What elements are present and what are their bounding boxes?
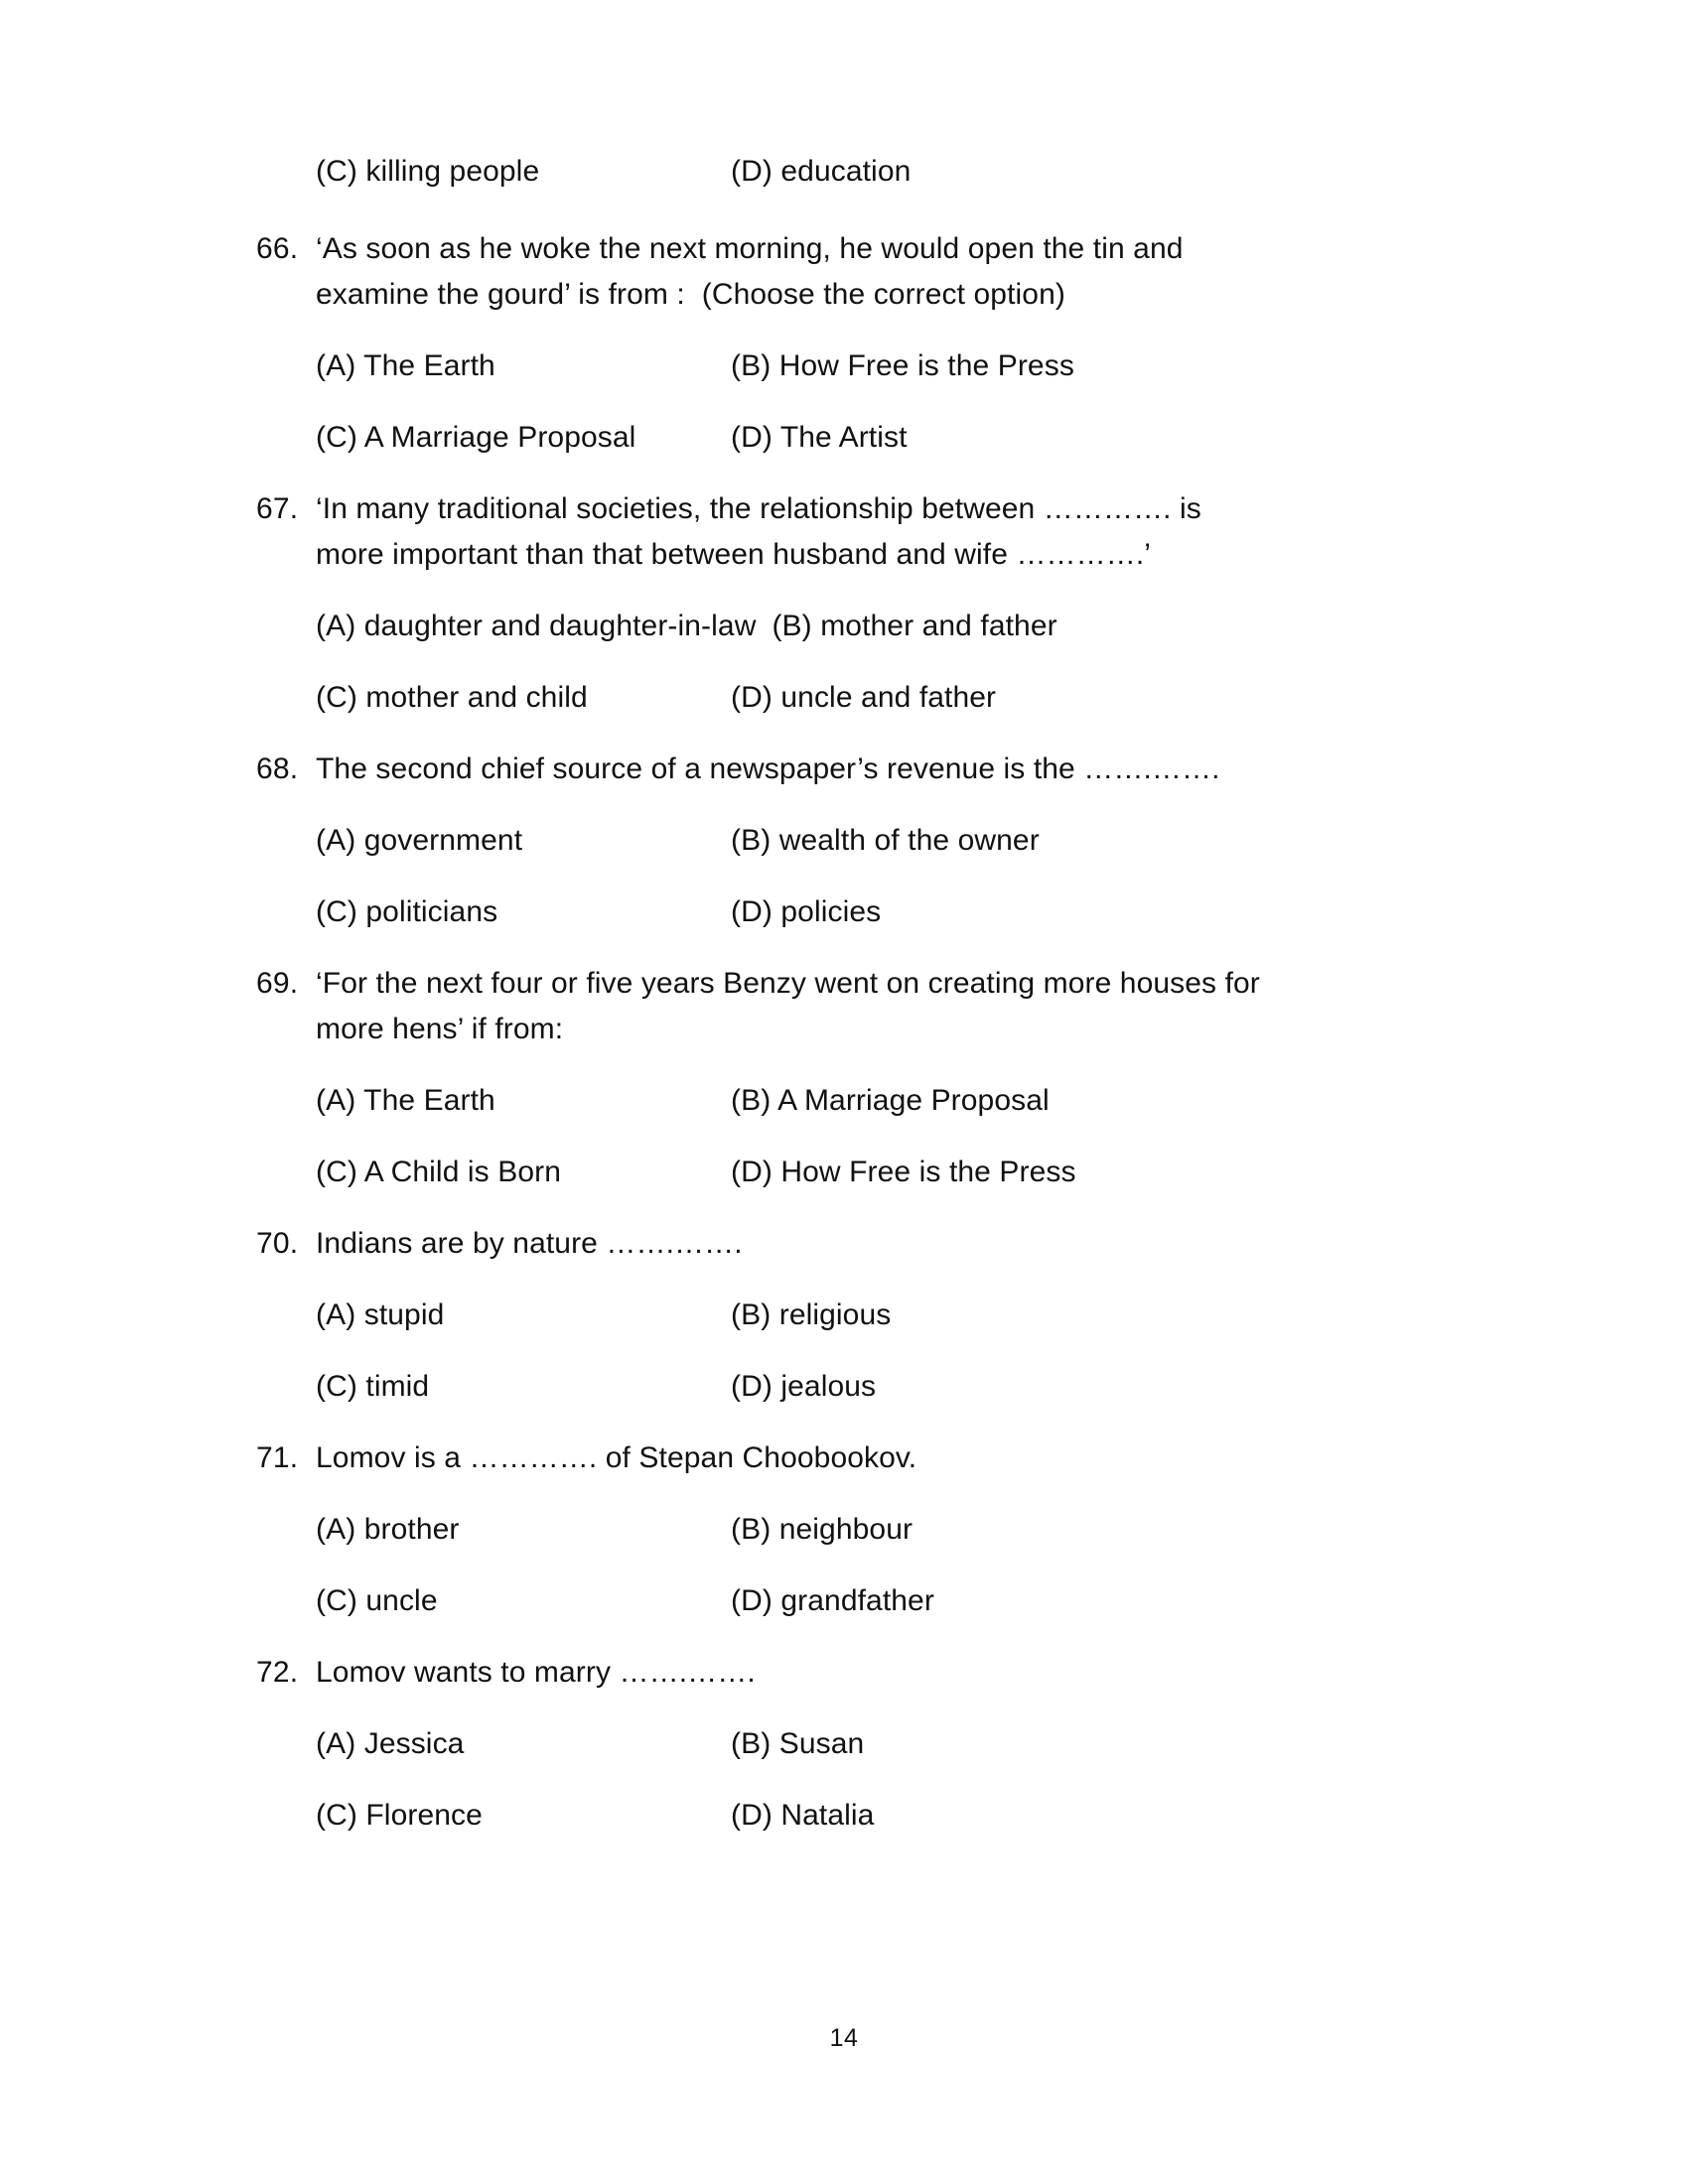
option-c: (C) A Child is Born	[316, 1156, 561, 1188]
question-stem-row	[238, 961, 1479, 1052]
question-block-72	[238, 1650, 1479, 1839]
option-a: (A) The Earth	[316, 1084, 495, 1117]
option-d: (D) uncle and father	[731, 681, 997, 714]
option-a: (A) daughter and daughter-in-law	[316, 610, 757, 642]
option-d: (D) grandfather	[731, 1584, 934, 1617]
option-row-ab	[238, 1721, 1479, 1767]
page-number: 14	[829, 2024, 859, 2052]
question-text-line: The second chief source of a newspaper’s revenue is the …….…….	[316, 752, 1220, 785]
question-stem-row	[238, 1221, 1479, 1267]
orphan-option-row	[238, 149, 1479, 195]
question-number: 67.	[256, 492, 299, 525]
question-text-line: ‘In many traditional societies, the relationship between …………. is	[316, 492, 1201, 525]
question-number: 70.	[256, 1227, 299, 1260]
question-stem-row	[238, 486, 1479, 578]
option-c: (C) mother and child	[316, 681, 588, 714]
question-block-70	[238, 1221, 1479, 1410]
option-row-cd	[238, 1150, 1479, 1195]
option-a: (A) stupid	[316, 1298, 445, 1331]
question-text	[316, 1221, 1479, 1267]
option-c: (C) uncle	[316, 1584, 438, 1617]
option-row-cd	[238, 415, 1479, 461]
question-text	[316, 961, 1479, 1052]
question-block-68	[238, 747, 1479, 935]
option-a: (A) brother	[316, 1513, 460, 1546]
question-text	[316, 486, 1479, 578]
option-c: (C) A Marriage Proposal	[316, 421, 636, 454]
option-c: (C) politicians	[316, 895, 498, 928]
option-a: (A) government	[316, 824, 523, 857]
question-block-69	[238, 961, 1479, 1195]
option-c: (C) Florence	[316, 1799, 483, 1832]
option-row-ab	[238, 1507, 1479, 1553]
option-d: (D) Natalia	[731, 1799, 875, 1832]
question-block-71	[238, 1435, 1479, 1624]
option-row-cd	[238, 675, 1479, 721]
option-row-ab	[238, 1078, 1479, 1124]
question-number: 72.	[256, 1656, 299, 1689]
question-text	[316, 226, 1479, 318]
question-stem-row	[238, 1650, 1479, 1696]
option-row-ab	[238, 1293, 1479, 1338]
option-d: (D) jealous	[731, 1370, 877, 1403]
question-text-line: Lomov wants to marry …….…….	[316, 1656, 756, 1689]
option-b: (B) wealth of the owner	[731, 824, 1040, 857]
option-a: (A) The Earth	[316, 349, 495, 382]
question-number: 71.	[256, 1441, 299, 1474]
option-b: (B) mother and father	[772, 610, 1057, 642]
option-d: (D) education	[731, 155, 912, 188]
question-text-line: ‘For the next four or five years Benzy went on creating more houses for	[316, 967, 1260, 1000]
question-number: 68.	[256, 752, 299, 785]
option-d: (D) policies	[731, 895, 882, 928]
question-stem-row	[238, 226, 1479, 318]
option-row-cd	[238, 1364, 1479, 1410]
question-text-line: more hens’ if from:	[316, 1013, 564, 1045]
option-row-ab	[238, 604, 1479, 649]
option-a: (A) Jessica	[316, 1727, 465, 1760]
question-block-66	[238, 226, 1479, 461]
option-b: (B) religious	[731, 1298, 892, 1331]
question-text-line: Lomov is a …………. of Stepan Choobookov.	[316, 1441, 917, 1474]
question-text-line: ‘As soon as he woke the next morning, he would open the tin and	[316, 232, 1184, 265]
question-text-line: more important than that between husband and wife ………….’	[316, 538, 1152, 571]
question-list	[238, 149, 1479, 1864]
option-b: (B) How Free is the Press	[731, 349, 1074, 382]
option-b: (B) A Marriage Proposal	[731, 1084, 1050, 1117]
question-text	[316, 747, 1479, 792]
option-d: (D) How Free is the Press	[731, 1156, 1076, 1188]
option-c: (C) killing people	[316, 155, 540, 188]
option-b: (B) neighbour	[731, 1513, 914, 1546]
option-row-ab	[238, 343, 1479, 389]
question-block-67	[238, 486, 1479, 721]
question-text-line: Indians are by nature …….…….	[316, 1227, 743, 1260]
option-d: (D) The Artist	[731, 421, 908, 454]
question-stem-row	[238, 747, 1479, 792]
option-row-ab	[238, 818, 1479, 864]
option-b: (B) Susan	[731, 1727, 865, 1760]
question-stem-row	[238, 1435, 1479, 1481]
question-number: 69.	[256, 967, 299, 1000]
question-text	[316, 1435, 1479, 1481]
question-text	[316, 1650, 1479, 1696]
question-number: 66.	[256, 232, 299, 265]
option-row-cd	[238, 1578, 1479, 1624]
question-text-line: examine the gourd’ is from : (Choose the correct option)	[316, 278, 1065, 311]
option-row-cd	[238, 1793, 1479, 1839]
option-row-cd	[238, 889, 1479, 935]
option-c: (C) timid	[316, 1370, 430, 1403]
